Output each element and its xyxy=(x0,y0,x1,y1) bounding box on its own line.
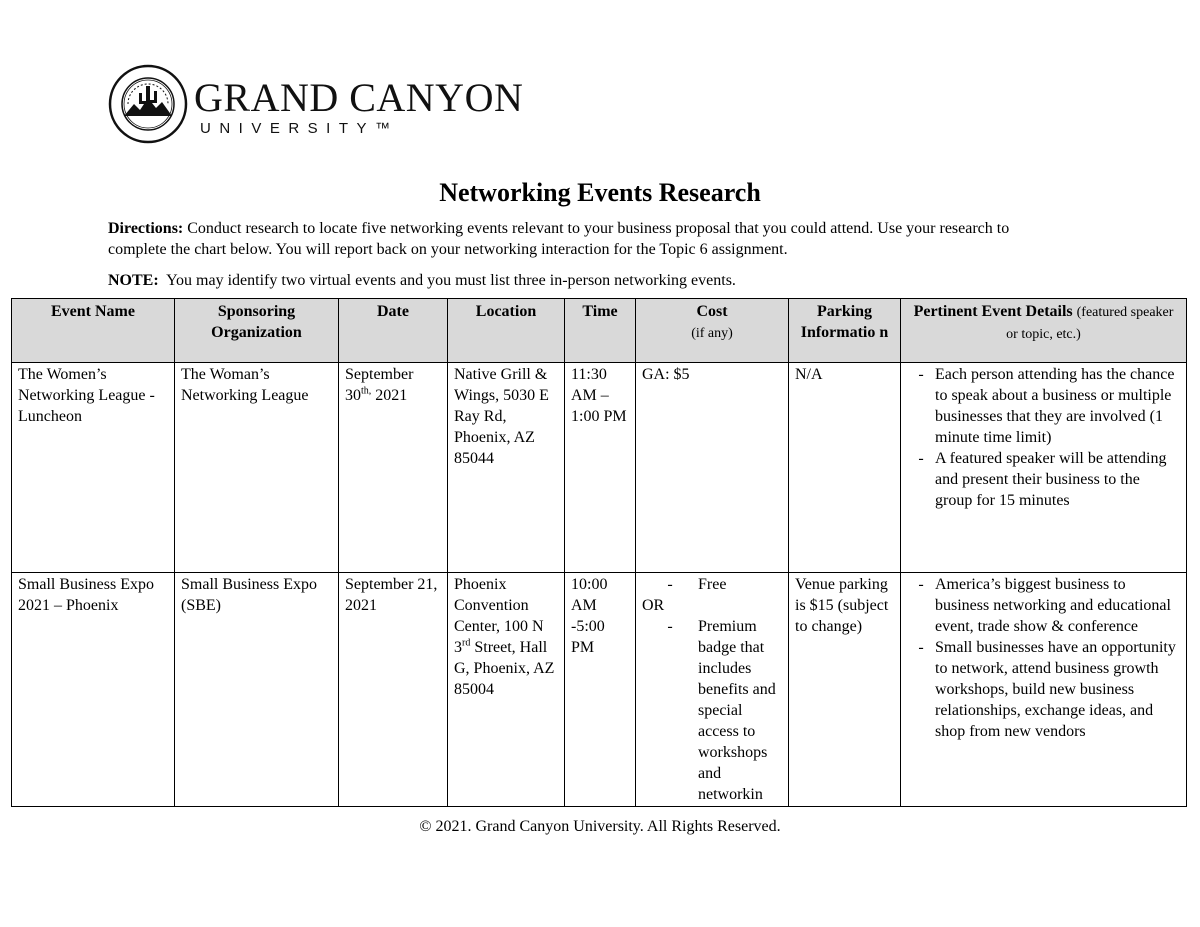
header-sponsoring-organization: Sponsoring Organization xyxy=(175,299,339,363)
header-details-sub: (featured speaker or topic, etc.) xyxy=(1006,305,1174,342)
cost-or: OR xyxy=(642,597,665,614)
directions-label: Directions: xyxy=(108,220,184,237)
copyright-footer: © 2021. Grand Canyon University. All Rights Reserved. xyxy=(419,818,781,835)
note-paragraph xyxy=(108,270,1068,291)
header-details xyxy=(901,299,1187,363)
detail-text: America’s biggest business to business networking and educational event, trade show & conference xyxy=(935,576,1171,635)
cell-sponsoring: Small Business Expo (SBE) xyxy=(175,573,339,807)
cell-time: 10:00 AM -5:00 PM xyxy=(565,573,636,807)
cell-date xyxy=(339,363,448,573)
cell-parking: Venue parking is $15 (subject to change) xyxy=(789,573,901,807)
detail-bullet: - A featured speaker will be attending and present their business to the group for 15 minutes xyxy=(907,448,1180,511)
header-date: Date xyxy=(339,299,448,363)
header-event-name: Event Name xyxy=(12,299,175,363)
cell-cost xyxy=(636,573,789,807)
header-parking: Parking Informatio n xyxy=(789,299,901,363)
header-location: Location xyxy=(448,299,565,363)
events-table xyxy=(11,298,1187,807)
cell-details xyxy=(901,573,1187,807)
date-text: September 30 xyxy=(345,366,414,404)
location-text: Phoenix Convention Center, 100 N 3 xyxy=(454,576,544,656)
detail-bullet: - Small businesses have an opportunity to network, attend business growth workshops, build new business relationships, exchange ideas, and shop from new vendors xyxy=(907,637,1180,742)
header-time: Time xyxy=(565,299,636,363)
directions-text: Conduct research to locate five networking events relevant to your business proposal that you could attend. Use your research to complete the chart below. You will report back on your networking interaction for the Topic 6 assignment. xyxy=(108,220,1010,258)
detail-bullet: - Each person attending has the chance to speak about a business or multiple businesses that they are involved (1 minute time limit) xyxy=(907,364,1180,448)
cost-option-text: Premium badge that includes benefits and special access to workshops and networkin xyxy=(698,618,776,803)
location-text-rest: Street, Hall G, Phoenix, AZ 85004 xyxy=(454,639,555,698)
detail-text: Small businesses have an opportunity to network, attend business growth workshops, build new business relationships, exchange ideas, and shop from new vendors xyxy=(935,639,1176,740)
header-cost xyxy=(636,299,789,363)
cell-date: September 21, 2021 xyxy=(339,573,448,807)
cost-option-text: Free xyxy=(698,576,727,593)
directions-paragraph xyxy=(108,218,1068,260)
cell-location xyxy=(448,573,565,807)
cell-location: Native Grill & Wings, 5030 E Ray Rd, Phoenix, AZ 85044 xyxy=(448,363,565,573)
page-title: Networking Events Research xyxy=(439,178,761,207)
location-superscript: rd xyxy=(462,637,471,649)
note-label: NOTE: xyxy=(108,272,159,289)
table-row xyxy=(12,363,1187,573)
logo-wordmark: GRAND CANYON xyxy=(194,75,524,120)
table-row xyxy=(12,573,1187,807)
cell-time: 11:30 AM – 1:00 PM xyxy=(565,363,636,573)
detail-text: Each person attending has the chance to speak about a business or multiple businesses that they are involved (1 minute time limit) xyxy=(935,366,1175,446)
table-header-row xyxy=(12,299,1187,363)
cell-parking: N/A xyxy=(789,363,901,573)
cell-sponsoring: The Woman’s Networking League xyxy=(175,363,339,573)
detail-bullet: - America’s biggest business to business networking and educational event, trade show & conference xyxy=(907,574,1180,637)
cell-event-name: Small Business Expo 2021 – Phoenix xyxy=(12,573,175,807)
header-details-label: Pertinent Event Details xyxy=(913,303,1073,320)
cost-option: - Free xyxy=(642,574,782,595)
gcu-logo xyxy=(108,64,524,144)
cell-details xyxy=(901,363,1187,573)
date-year: 2021 xyxy=(371,387,408,404)
note-text: You may identify two virtual events and you must list three in-person networking events. xyxy=(166,272,736,289)
header-cost-sub: (if any) xyxy=(691,326,733,341)
detail-text: A featured speaker will be attending and present their business to the group for 15 minutes xyxy=(935,450,1167,509)
university-seal-icon xyxy=(108,64,188,144)
cell-event-name: The Women’s Networking League - Luncheon xyxy=(12,363,175,573)
cell-cost: GA: $5 xyxy=(636,363,789,573)
cost-option: - Premium badge that includes benefits and special access to workshops and networkin xyxy=(642,616,782,805)
logo-subtitle: UNIVERSITY™ xyxy=(200,120,399,137)
date-superscript: th, xyxy=(361,385,372,397)
header-cost-label: Cost xyxy=(696,303,728,320)
